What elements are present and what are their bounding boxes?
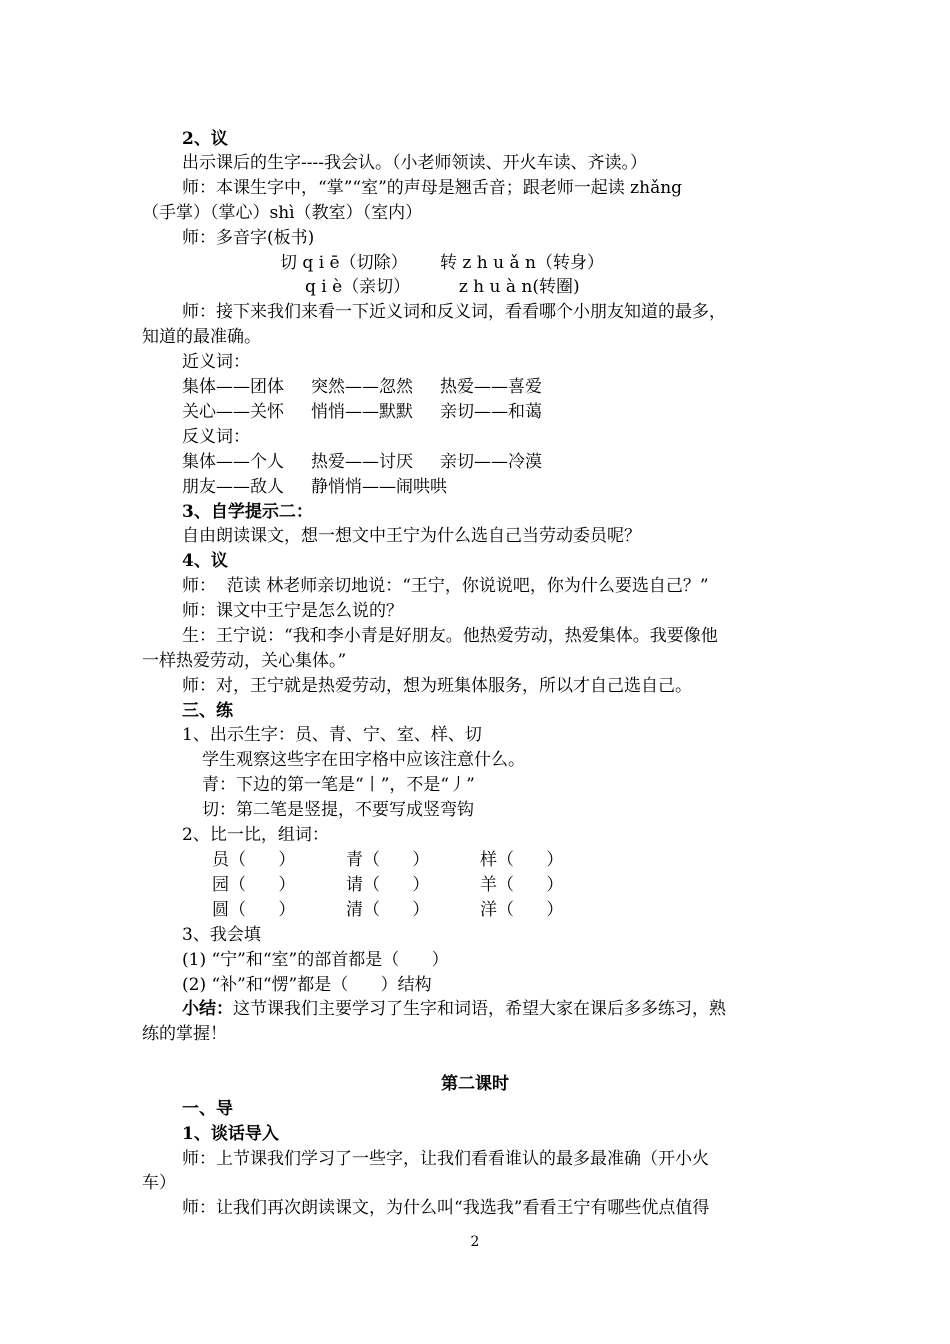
text-line: 师：接下来我们来看一下近义词和反义词，看看哪个小朋友知道的最多， (182, 302, 726, 322)
text-line: 1、出示生字：员、青、宁、室、样、切 (182, 725, 482, 745)
heading-discuss-4: 4、议 (182, 551, 228, 571)
text-line: 师：上节课我们学习了一些字，让我们看看谁认的最多最准确（开小火 (182, 1149, 709, 1169)
text-line: 近义词： (182, 352, 250, 372)
compare-cell: 洋（ ） (480, 900, 564, 920)
text-line: （手掌）（掌心）shì（教室）（室内） (142, 203, 423, 223)
text-line: 师：对，王宁就是热爱劳动，想为班集体服务，所以才自己选自己。 (182, 676, 692, 696)
text-line: 知道的最准确。 (142, 327, 261, 347)
heading-self-study-2: 3、自学提示二： (182, 502, 313, 522)
text-line: 生：王宁说：“我和李小青是好朋友。他热爱劳动，热爱集体。我要像他 (182, 626, 718, 646)
text-line: 3、我会填 (182, 925, 261, 945)
text-line: 集体——团体 突然——忽然 热爱——喜爱 (182, 377, 543, 397)
compare-cell: 员（ ） (212, 850, 296, 870)
text-line: 师：课文中王宁是怎么说的？ (182, 601, 403, 621)
text-line: 车） (142, 1173, 176, 1193)
compare-cell: 园（ ） (212, 875, 296, 895)
text-line: 师：多音字(板书) (182, 228, 315, 248)
text-line: 反义词： (182, 427, 250, 447)
text-line: 切：第二笔是竖提，不要写成竖弯钩 (202, 800, 474, 820)
compare-cell: 清（ ） (346, 900, 430, 920)
compare-cell: 请（ ） (346, 875, 430, 895)
text-line: 学生观察这些字在田字格中应该注意什么。 (202, 750, 525, 770)
text-line: (2) “补”和“愣”都是（ ）结构 (182, 975, 432, 995)
text-line: 出示课后的生字----我会认。（小老师领读、开火车读、齐读。） (182, 153, 647, 173)
text-line: (1) “宁”和“室”的部首都是（ ） (182, 950, 449, 970)
text-line: 集体——个人 热爱——讨厌 亲切——冷漠 (182, 452, 543, 472)
heading-discuss-2: 2、议 (182, 129, 228, 149)
text-line: 练的掌握！ (142, 1024, 227, 1044)
compare-cell: 羊（ ） (480, 875, 564, 895)
text-line: 切 q i ē（切除） 转 z h u ǎ n（转身） (280, 253, 604, 273)
summary-label: 小结： (182, 999, 233, 1019)
summary-text: 这节课我们主要学习了生字和词语，希望大家在课后多多练习，熟 (233, 999, 726, 1019)
page-number: 2 (470, 1234, 480, 1250)
heading-guide: 一、导 (182, 1099, 233, 1119)
text-line: 关心——关怀 悄悄——默默 亲切——和蔼 (182, 402, 543, 422)
text-line: 2、比一比，组词： (182, 825, 329, 845)
text-line: 师：让我们再次朗读课文，为什么叫“我选我”看看王宁有哪些优点值得 (182, 1198, 710, 1218)
heading-talk-intro: 1、谈话导入 (182, 1124, 279, 1144)
text-line: 自由朗读课文，想一想文中王宁为什么选自己当劳动委员呢？ (182, 526, 641, 546)
text-line: 青：下边的第一笔是“丨”，不是“丿” (202, 775, 475, 795)
section-title-second-lesson: 第二课时 (441, 1074, 509, 1094)
heading-practice: 三、练 (182, 701, 233, 721)
compare-cell: 圆（ ） (212, 900, 296, 920)
text-line: q i è（亲切） z h u à n(转圈) (305, 277, 580, 297)
summary-line (182, 997, 726, 1021)
text-line: 师： 范读 林老师亲切地说：“王宁，你说说吧，你为什么要选自己？” (182, 576, 709, 596)
compare-cell: 样（ ） (480, 850, 564, 870)
text-line: 师：本课生字中，“掌”“室”的声母是翘舌音；跟老师一起读 zhǎng (182, 178, 683, 198)
text-line: 朋友——敌人 静悄悄——闹哄哄 (182, 477, 448, 497)
compare-cell: 青（ ） (346, 850, 430, 870)
text-line: 一样热爱劳动，关心集体。” (142, 651, 347, 671)
